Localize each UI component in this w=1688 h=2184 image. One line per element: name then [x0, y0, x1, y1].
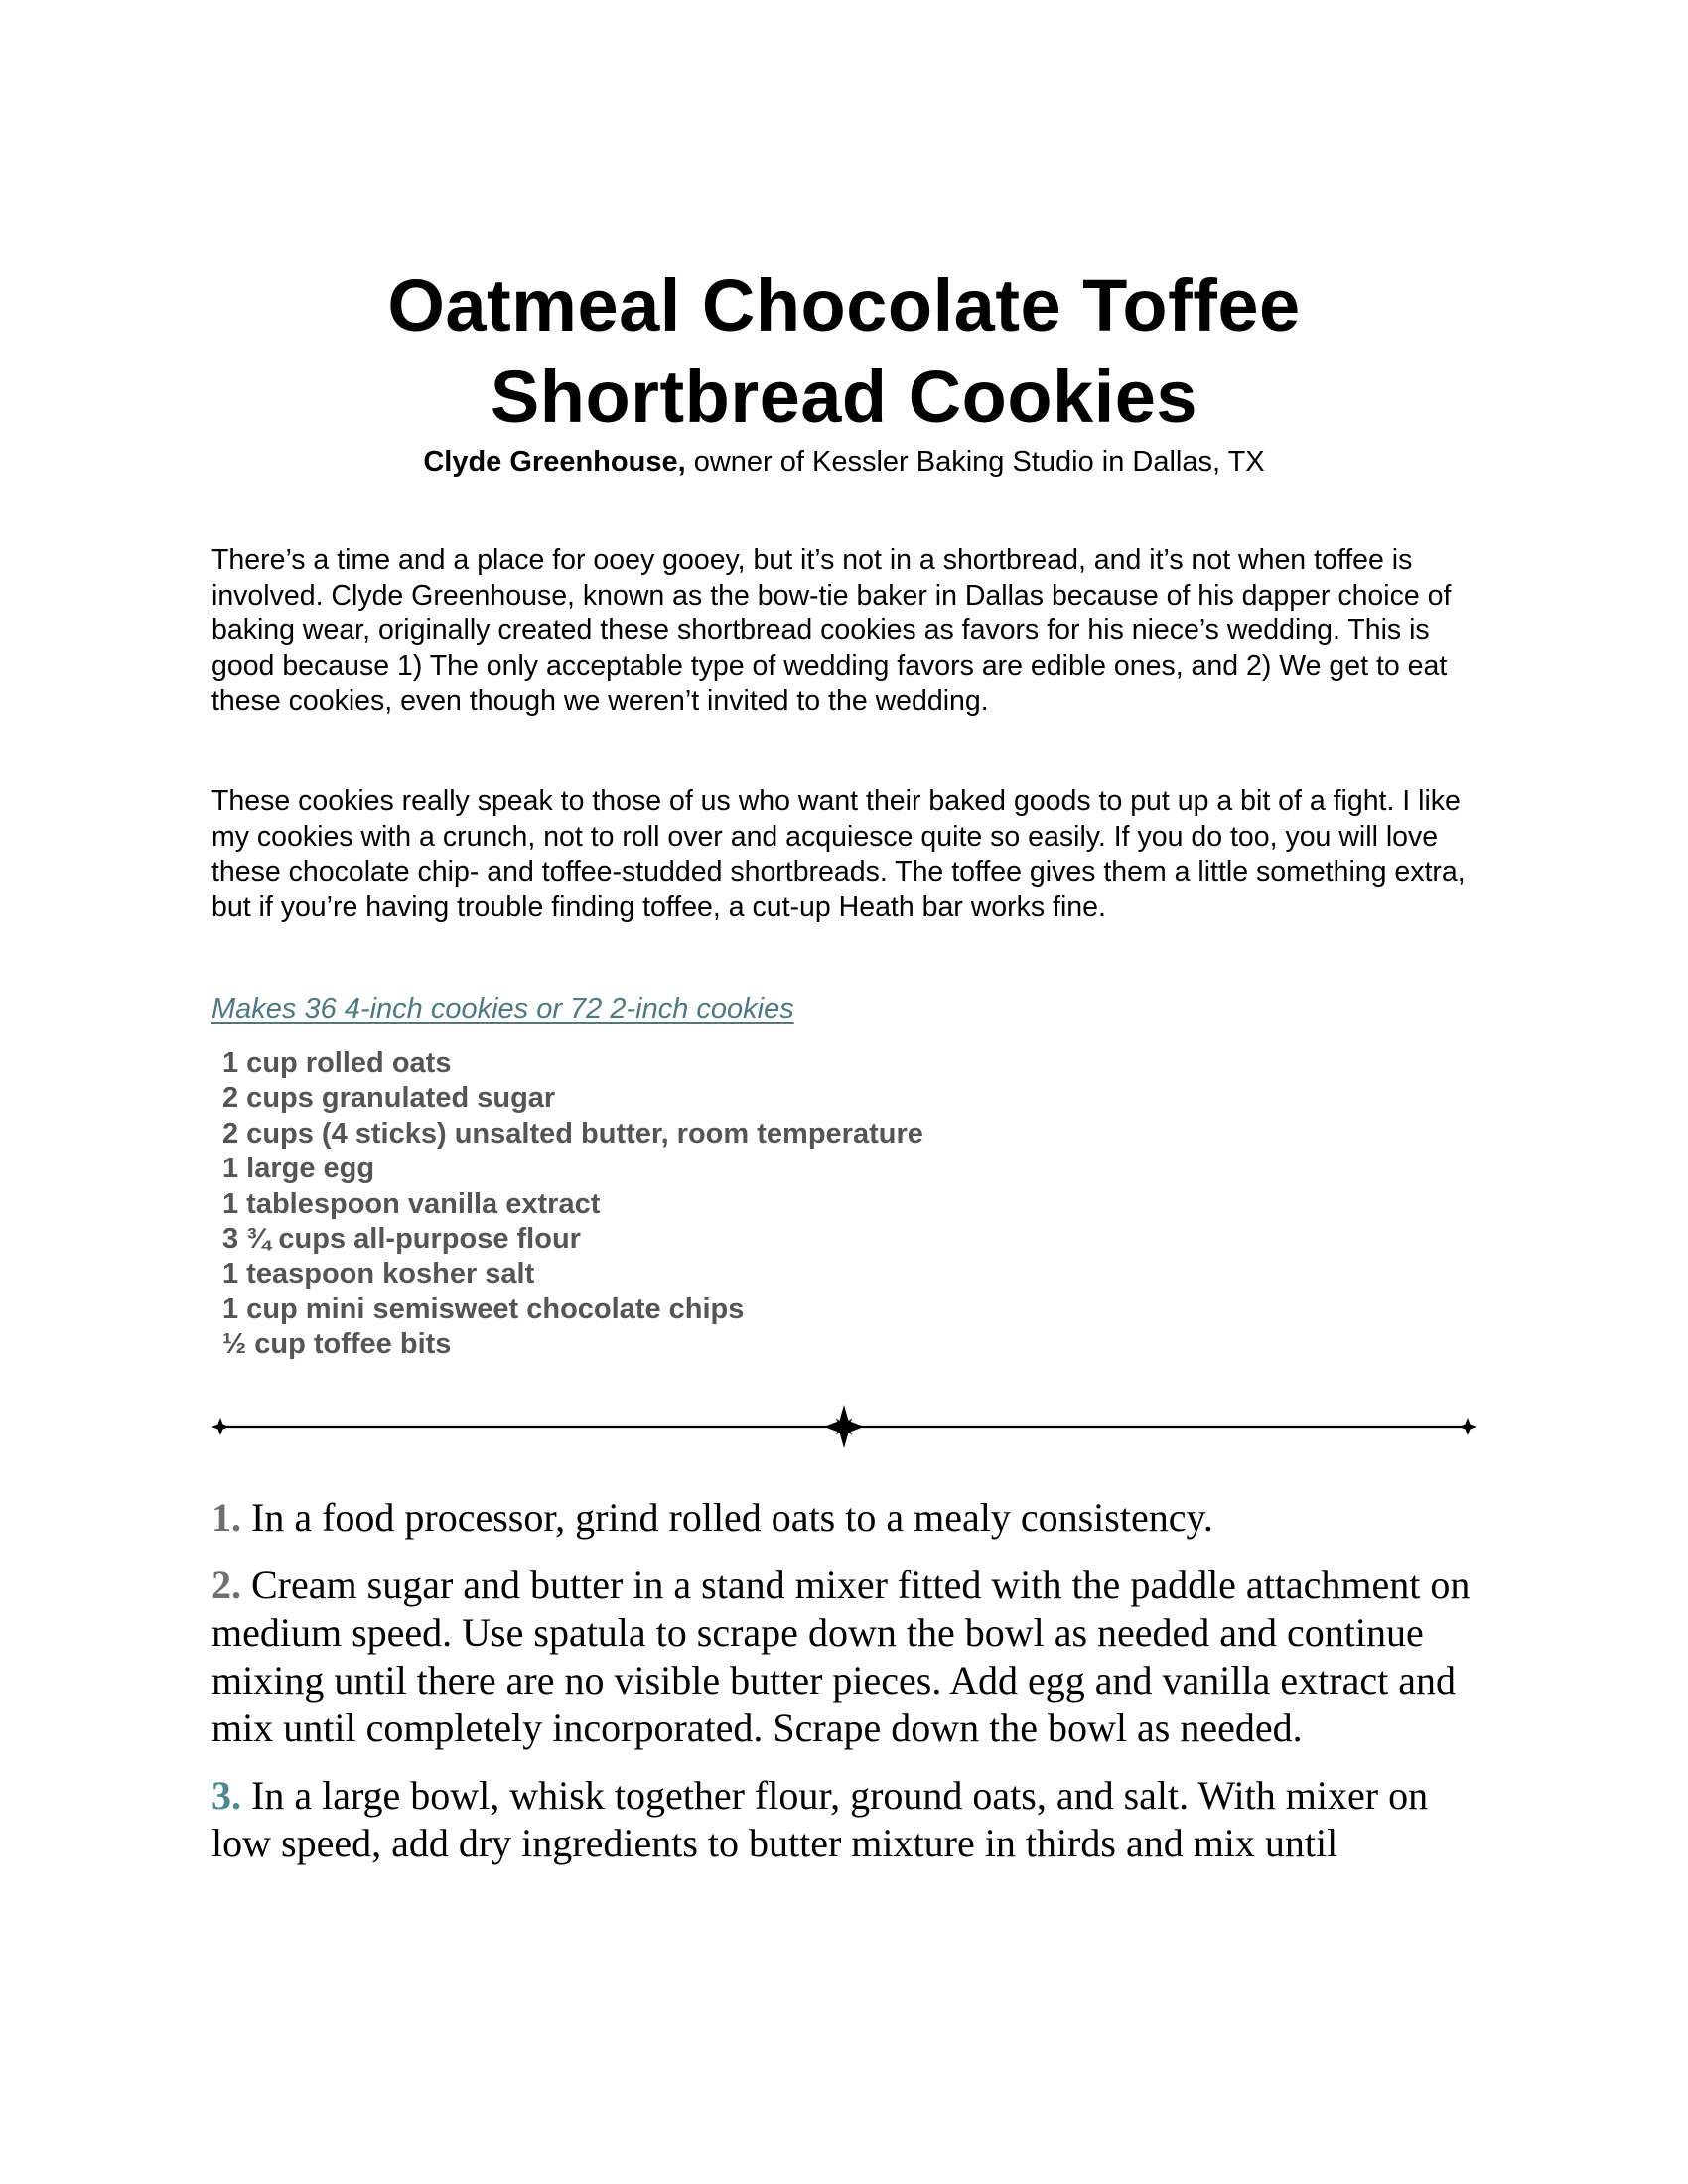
ingredient-item: ½ cup toffee bits [222, 1328, 452, 1361]
ingredient-list [222, 1046, 923, 1363]
ingredient-item: 1 cup rolled oats [222, 1047, 452, 1079]
ingredient-item: 2 cups granulated sugar [222, 1082, 556, 1115]
ingredient-item: 2 cups (4 sticks) unsalted butter, room temperature [222, 1117, 923, 1150]
step-item [211, 1562, 1492, 1752]
yield-link[interactable]: Makes 36 4-inch cookies or 72 2-inch cookies [211, 993, 794, 1024]
ingredient-item: 1 large egg [222, 1153, 375, 1185]
step-number: 3. [211, 1773, 241, 1818]
step-number: 1. [211, 1495, 241, 1540]
step-item [211, 1494, 1492, 1542]
step-text: In a food processor, grind rolled oats to a mealy consistency. [241, 1495, 1213, 1540]
ingredient-item: 1 cup mini semisweet chocolate chips [222, 1293, 745, 1325]
instruction-steps [211, 1494, 1492, 1887]
step-text: Cream sugar and butter in a stand mixer fitted with the paddle attachment on medium speed. Use spatula to scrape down the bowl as needed and continue mixing until there are no visible butter pieces. Add egg and vanilla extract and mix until completely incorporated. Scrape down the bowl as needed. [211, 1563, 1471, 1750]
intro-paragraph-2: These cookies really speak to those of us who want their baked goods to put up a bit of a fight. I like my cookies with a crunch, not to roll over and acquiesce quite so easily. If you do too, you will love these chocolate chip- and toffee-studded shortbreads. The toffee gives them a little something extra, but if you’re having trouble finding toffee, a cut-up Heath bar works fine. [211, 785, 1466, 923]
ingredient-item: 3 ¾ cups all-purpose flour [222, 1223, 581, 1256]
intro-paragraph-1: There’s a time and a place for ooey gooey, but it’s not in a shortbread, and it’s not when toffee is involved. Clyde Greenhouse, known as the bow-tie baker in Dallas because of his dapper choice of baking wear, originally created these shortbread cookies as favors for his niece’s wedding. This is good because 1) The only acceptable type of wedding favors are edible ones, and 2) We get to eat these cookies, even though we weren’t invited to the wedding. [211, 544, 1452, 717]
byline [199, 444, 1489, 479]
star-ornament-divider-icon [211, 1402, 1477, 1451]
step-text: In a large bowl, whisk together flour, ground oats, and salt. With mixer on low speed, add dry ingredients to butter mixture in thirds and mix until [211, 1773, 1429, 1865]
ingredient-item: 1 teaspoon kosher salt [222, 1258, 535, 1291]
step-item [211, 1772, 1492, 1867]
recipe-title: Oatmeal Chocolate Toffee Shortbread Cookies [387, 264, 1301, 438]
author-description: owner of Kessler Baking Studio in Dallas, TX [685, 446, 1265, 478]
step-number: 2. [211, 1563, 241, 1607]
author-name: Clyde Greenhouse, [423, 446, 686, 478]
ingredient-item: 1 tablespoon vanilla extract [222, 1187, 601, 1220]
